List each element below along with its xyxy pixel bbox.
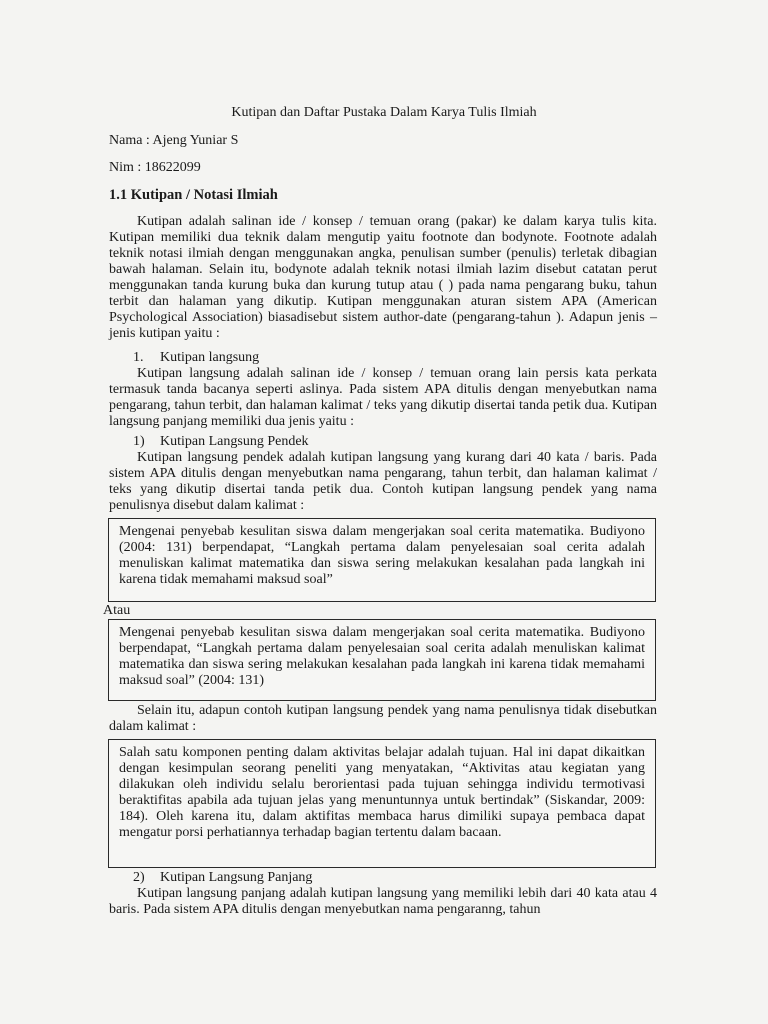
kutipan-langsung-paragraph: Kutipan langsung adalah salinan ide / konsep / temuan orang lain persis kata perkata termasuk tanda bacanya seperti aslinya. Pada sistem APA ditulis dengan menyebutkan nama pengarang, tahun terbit, dan halaman kalimat / teks yang dikutip disertai tanda petik dua. Kutipan langsung panjang memiliki dua jenis yaitu : (109, 366, 657, 429)
author-name: Nama : Ajeng Yuniar S (109, 133, 239, 148)
quote-box-2-text: Mengenai penyebab kesulitan siswa dalam mengerjakan soal cerita matematika. Budiyono berpendapat, “Langkah pertama dalam penyelesaian soal cerita adalah menuliskan kalimat matematika dan siswa sering melakukan kesalahan pada langkah ini karena tidak memahami maksud soal” (2004: 131) (119, 625, 645, 688)
langsung-pendek-paragraph: Kutipan langsung pendek adalah kutipan langsung yang kurang dari 40 kata / baris. Pada sistem APA ditulis dengan menyebutkan nama pengarang, tahun terbit, dan halaman kalimat / teks yang dikutip disertai tanda petik dua. Contoh kutipan langsung pendek yang nama penulisnya disebut dalam kalimat : (109, 450, 657, 513)
quote-box-2 (108, 619, 656, 701)
langsung-panjang-paragraph: Kutipan langsung panjang adalah kutipan langsung yang memiliki lebih dari 40 kata atau 4 baris. Pada sistem APA ditulis dengan menyebutkan nama pengaranng, tahun (109, 886, 657, 917)
document-title: Kutipan dan Daftar Pustaka Dalam Karya Tulis Ilmiah (231, 105, 537, 120)
atau-label: Atau (103, 603, 131, 618)
section-heading: 1.1 Kutipan / Notasi Ilmiah (109, 187, 278, 203)
student-number: Nim : 18622099 (109, 160, 201, 175)
sublist-number-2: 2) (133, 870, 145, 885)
sublist-number-1: 1) (133, 434, 145, 449)
quote-box-1 (108, 518, 656, 602)
list-number-1: 1. (133, 350, 144, 365)
quote-box-3 (108, 739, 656, 868)
list-item-kutipan-langsung: Kutipan langsung (160, 350, 260, 365)
intro-paragraph: Kutipan adalah salinan ide / konsep / temuan orang (pakar) ke dalam karya tulis kita. Kutipan memiliki dua teknik dalam mengutip yaitu footnote dan bodynote. Footnote adalah teknik notasi ilmiah dengan menggunakan angka, penulisan sumber (penulis) terletak dibagian bawah halaman. Selain itu, bodynote adalah teknik notasi ilmiah lazim disebut catatan perut menggunakan tanda kurung buka dan kurung tutup atau ( ) pada nama pengarang buku, tahun terbit dan halaman yang dikutip. Kutipan menggunakan aturan sistem APA (American Psychological Association) biasadisebut sistem author-date (pengarang-tahun ). Adapun jenis – jenis kutipan yaitu : (109, 214, 657, 341)
sublist-item-langsung-panjang: Kutipan Langsung Panjang (160, 870, 313, 885)
quote-box-1-text: Mengenai penyebab kesulitan siswa dalam mengerjakan soal cerita matematika. Budiyono (2004: 131) berpendapat, “Langkah pertama dalam penyelesaian soal cerita adalah menuliskan kalimat matematika dan siswa sering melakukan kesalahan pada langkah ini karena tidak memahami maksud soal” (119, 524, 645, 587)
quote-box-3-text: Salah satu komponen penting dalam aktivitas belajar adalah tujuan. Hal ini dapat dikaitkan dengan kesimpulan seorang peneliti yang menyatakan, “Aktivitas atau kegiatan yang dilakukan oleh individu selalu berorientasi pada tujuan sehingga individu termotivasi beraktifitas apabila ada tujuan jelas yang menuntunnya untuk bertindak” (Siskandar, 2009: 184). Oleh karena itu, dalam aktifitas membaca harus dimiliki supaya pembaca dapat mengatur porsi perhatiannya terhadap bagian tertentu dalam bacaan. (119, 745, 645, 840)
sublist-item-langsung-pendek: Kutipan Langsung Pendek (160, 434, 309, 449)
example2-intro-paragraph: Selain itu, adapun contoh kutipan langsung pendek yang nama penulisnya tidak disebutkan dalam kalimat : (109, 703, 657, 734)
